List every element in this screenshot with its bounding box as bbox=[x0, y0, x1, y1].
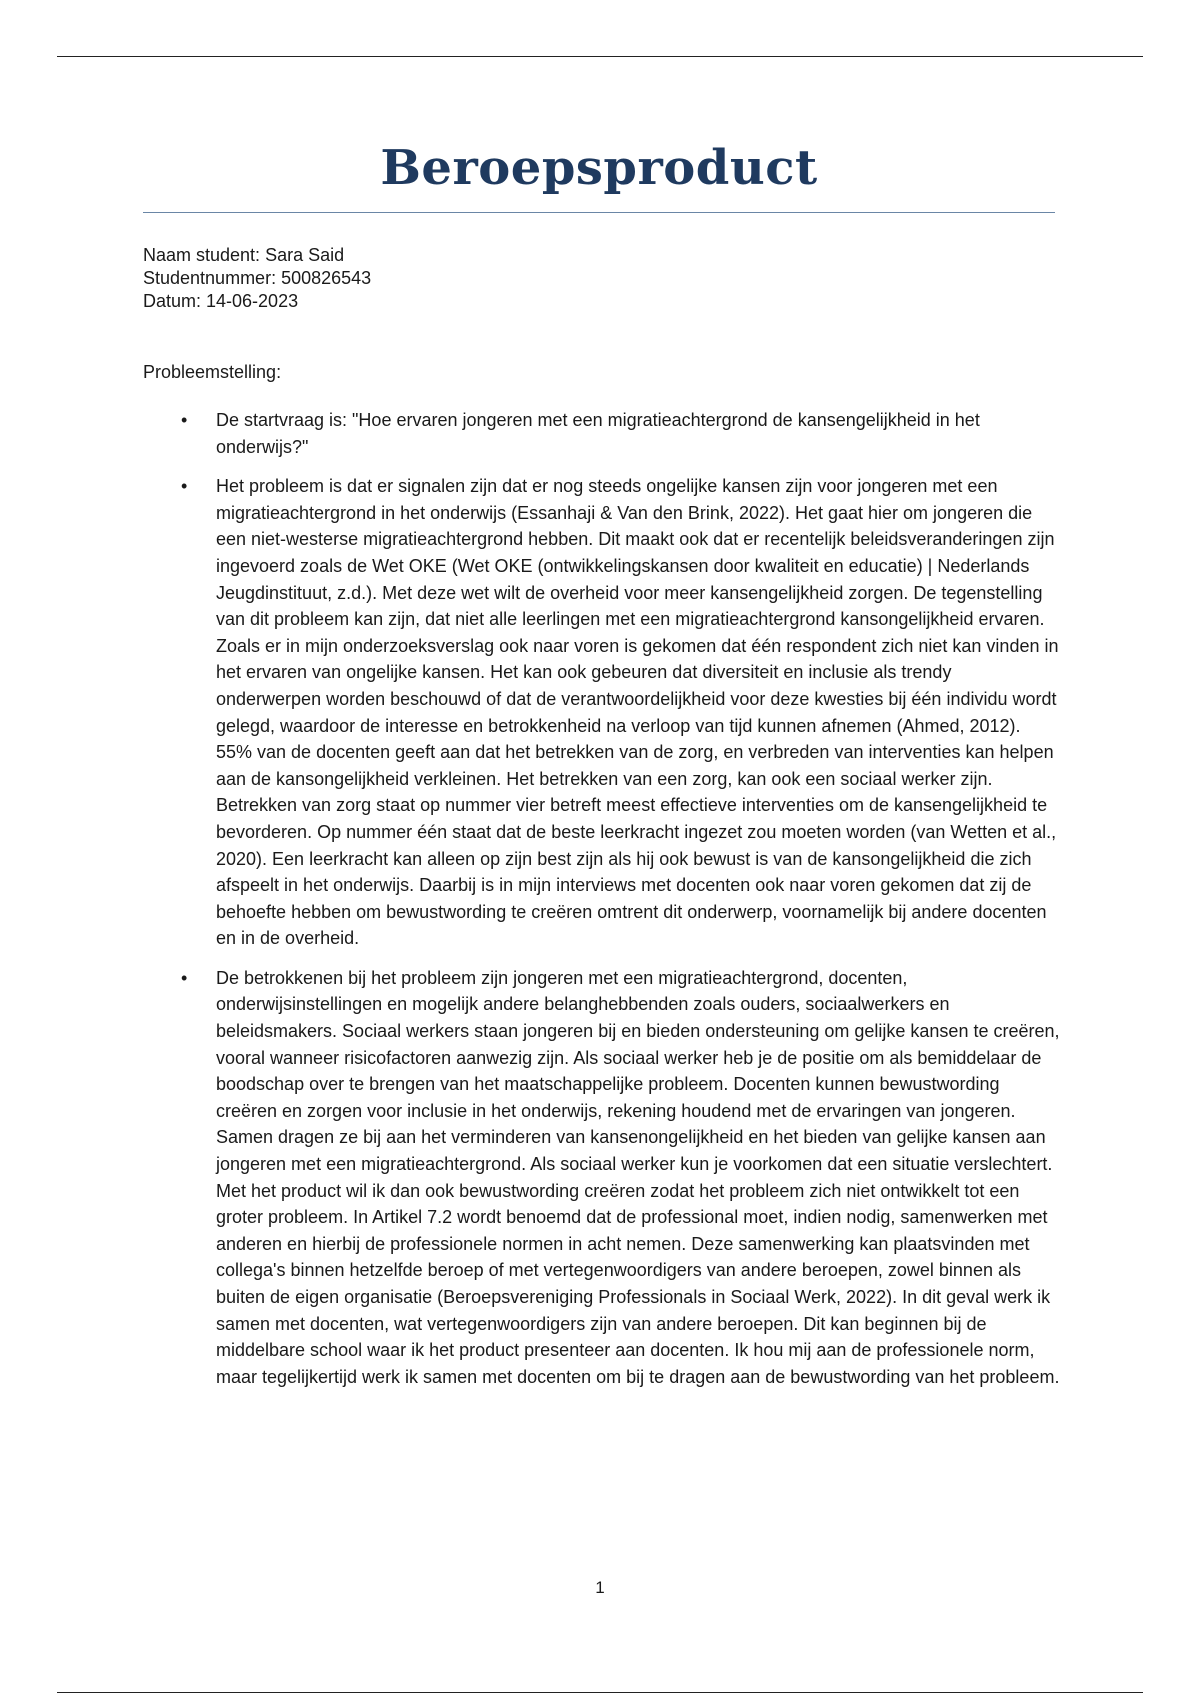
student-meta bbox=[143, 244, 371, 313]
document-title: Beroepsproduct bbox=[380, 140, 818, 196]
bullet-list bbox=[143, 407, 1060, 1403]
student-name: Naam student: Sara Said bbox=[143, 245, 345, 265]
page-number: 1 bbox=[595, 1578, 605, 1597]
bullet-text: Het probleem is dat er signalen zijn dat er nog steeds ongelijke kansen zijn voor jongeren met een migratieachtergrond in het onderwijs (Essanhaji & Van den Brink, 2022). Het gaat hier om jongeren die een niet-westerse migratieachtergrond hebben. Dit maakt ook dat er recentelijk beleidsveranderingen zijn ingevoerd zoals de Wet OKE (Wet OKE (ontwikkelingskansen door kwaliteit en educatie) | Nederlands Jeugdinstituut, z.d.). Met deze wet wilt de overheid voor meer kansengelijkheid zorgen. De tegenstelling van dit probleem kan zijn, dat niet alle leerlingen met een migratieachtergrond kansongelijkheid ervaren. Zoals er in mijn onderzoeksverslag ook naar voren is gekomen dat één respondent zich niet kan vinden in het ervaren van ongelijke kansen. Het kan ook gebeuren dat diversiteit en inclusie als trendy onderwerpen worden beschouwd of dat de verantwoordelijkheid voor deze kwesties bij één individu wordt gelegd, waardoor de interesse en betrokkenheid na verloop van tijd kunnen afnemen (Ahmed, 2012). 55% van de docenten geeft aan dat het betrekken van de zorg, en verbreden van interventies kan helpen aan de kansongelijkheid verkleinen. Het betrekken van een zorg, kan ook een sociaal werker zijn. Betrekken van zorg staat op nummer vier betreft meest effectieve interventies om de kansengelijkheid te bevorderen. Op nummer één staat dat de beste leerkracht ingezet zou moeten worden (van Wetten et al., 2020). Een leerkracht kan alleen op zijn best zijn als hij ook bewust is van de kansongelijkheid die zich afspeelt in het onderwijs. Daarbij is in mijn interviews met docenten ook naar voren gekomen dat zij de behoefte hebben om bewustwording te creëren omtrent dit onderwerp, voornamelijk bij andere docenten en in de overheid. bbox=[216, 476, 1059, 949]
bullet-item-start-question bbox=[143, 407, 1060, 460]
bullet-text: De betrokkenen bij het probleem zijn jongeren met een migratieachtergrond, docenten, onderwijsinstellingen en mogelijk andere belanghebbenden zoals ouders, sociaalwerkers en beleidsmakers. Sociaal werkers staan jongeren bij en bieden ondersteuning om gelijke kansen te creëren, vooral wanneer risicofactoren aanwezig zijn. Als sociaal werker heb je de positie om als bemiddelaar de boodschap over te brengen van het maatschappelijke probleem. Docenten kunnen bewustwording creëren en zorgen voor inclusie in het onderwijs, rekening houdend met de ervaringen van jongeren. Samen dragen ze bij aan het verminderen van kansenongelijkheid en het bieden van gelijke kansen aan jongeren met een migratieachtergrond. Als sociaal werker kun je voorkomen dat een situatie verslechtert. Met het product wil ik dan ook bewustwording creëren zodat het probleem zich niet ontwikkelt tot een groter probleem. In Artikel 7.2 wordt benoemd dat de professional moet, indien nodig, samenwerken met anderen en hierbij de professionele normen in acht nemen. Deze samenwerking kan plaatsvinden met collega's binnen hetzelfde beroep of met vertegenwoordigers van andere beroepen, zowel binnen als buiten de eigen organisatie (Beroepsvereniging Professionals in Sociaal Werk, 2022). In dit geval werk ik samen met docenten, wat vertegenwoordigers zijn van andere beroepen. Dit kan beginnen bij de middelbare school waar ik het product presenteer aan docenten. Ik hou mij aan de professionele norm, maar tegelijkertijd werk ik samen met docenten om bij te dragen aan de bewustwording van het probleem. bbox=[216, 967, 1060, 1387]
bullet-text: De startvraag is: "Hoe ervaren jongeren met een migratieachtergrond de kansengelijkheid in het onderwijs?" bbox=[216, 410, 980, 457]
student-number: Studentnummer: 500826543 bbox=[143, 268, 372, 288]
bullet-item-stakeholders bbox=[143, 965, 1060, 1391]
bullet-marker: • bbox=[181, 476, 188, 497]
bullet-marker: • bbox=[181, 967, 188, 988]
page-top-rule bbox=[57, 56, 1143, 57]
bullet-item-problem bbox=[143, 473, 1060, 952]
section-heading: Probleemstelling: bbox=[143, 362, 282, 382]
bullet-marker: • bbox=[181, 410, 188, 430]
title-underline bbox=[143, 212, 1055, 213]
page-bottom-rule bbox=[57, 1692, 1143, 1693]
document-date: Datum: 14-06-2023 bbox=[143, 291, 299, 311]
